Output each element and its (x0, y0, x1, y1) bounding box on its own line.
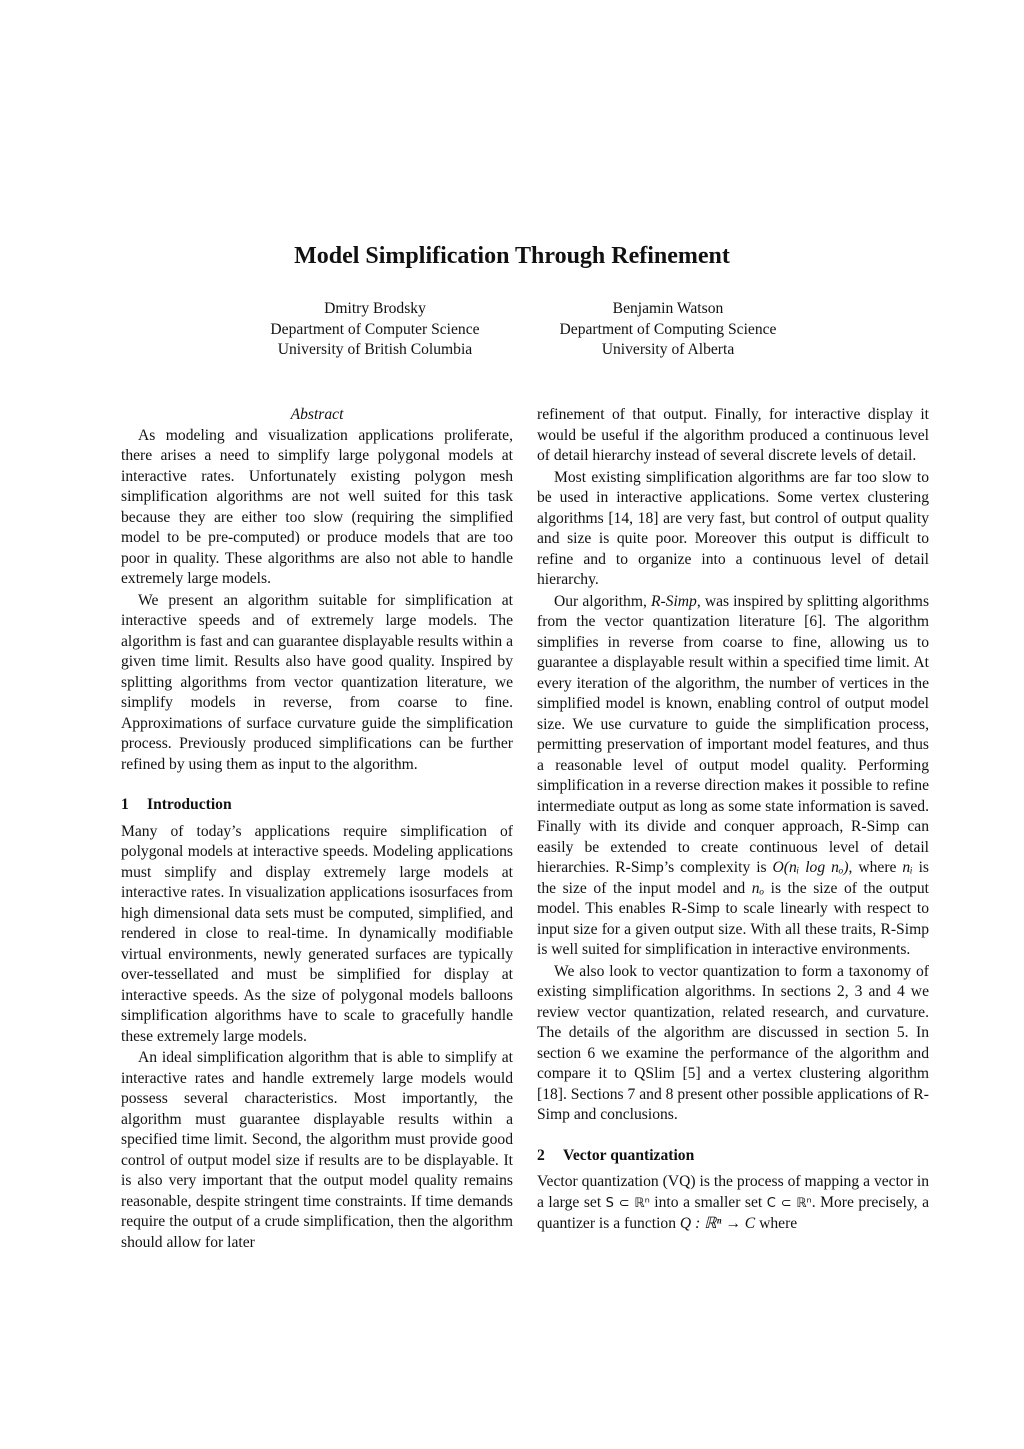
text-run: into a smaller set (649, 1193, 767, 1211)
body-paragraph: An ideal simplification algorithm that is able to simplify at interactive rates and handle extremely large models would possess several characteristics. Most importantly, the algorithm must guarantee displayable results within a specified time limit. Second, the algorithm must provide good control of output model size if results are to be displayable. It is also very important that the output model quality remains reasonable, despite stringent time constraints. If time demands require the output of a crude simplification, then the algorithm should allow for later (121, 1049, 513, 1251)
author-affiliation: University of Alberta (601, 341, 735, 358)
author-block-2 (518, 299, 818, 361)
section-number: 2 (537, 1146, 545, 1164)
body-paragraph-rsimp (537, 592, 929, 961)
author-department: Department of Computer Science (270, 320, 480, 338)
algorithm-name: R-Simp (650, 592, 697, 610)
text-run: , was inspired by splitting algorithms from the vector quantization literature [6]. The algorithm simplifies in reverse from coarse to fine, allowing us to guarantee a displayable result within a specified time limit. At every iteration of the algorithm, the number of vertices in the simplified model is known, enabling control of output model size. We use curvature to guide the simplification process, permitting preservation of important model features, and thus a reasonable level of output model quality. Performing simplification in a reverse direction makes it possible to refine intermediate output as long as some state information is saved. Finally with its divide and conquer approach, R-Simp can easily be extended to create continuous level of detail hierarchies. R-Simp’s complexity is (537, 592, 930, 876)
author-name: Benjamin Watson (612, 300, 724, 317)
body-paragraph: Most existing simplification algorithms are far too slow to be used in interactive applications. Some vertex clustering algorithms [14, 18] are very fast, but control of output quality and size is quite poor. Moreover this output is difficult to refine and to organize into a continuous level of detail hierarchy. (537, 468, 929, 588)
body-paragraph-continuation: refinement of that output. Finally, for interactive display it would be useful if the algorithm produced a continuous level of detail hierarchy instead of several discrete levels of detail. (537, 406, 929, 464)
math-set-s: S ⊂ ℝⁿ (605, 1195, 650, 1211)
abstract-paragraph: As modeling and visualization applications proliferate, there arises a need to simplify large polygonal models at interactive rates. Unfortunately existing polygon mesh simplification algorithms are not well suited for this task because they are either too slow (requiring the simplified model to be pre-computed) or produce models that are too poor in quality. These algorithms are also not able to handle extremely large models. (121, 426, 513, 587)
text-run: . More precisely, a quantizer is a function (537, 1193, 930, 1232)
abstract-heading: Abstract (290, 406, 344, 423)
body-paragraph: We also look to vector quantization to form a taxonomy of existing simplification algorithms. In sections 2, 3 and 4 we review vector quantization, related research, and curvature. The details of the algorithm are discussed in section 5. In section 6 we examine the performance of the algorithm and compare it to QSlim [5] and a vertex clustering algorithm [18]. Sections 7 and 8 present other possible applications of R-Simp and conclusions. (537, 962, 929, 1123)
text-run: Our algorithm, (554, 592, 651, 610)
complexity-formula: O(nᵢ log nₒ) (772, 859, 849, 876)
text-run: is the size of the output model. This enables R-Simp to scale linearly with respect to input size for a given output size. With all these traits, R-Simp is well suited for simplification in interactive environments. (537, 879, 929, 958)
abstract-paragraph: We present an algorithm suitable for simplification at interactive speeds and of extremely large models. The algorithm is fast and can guarantee displayable results within a given time limit. Results also have good quality. Inspired by splitting algorithms from vector quantization literature, we simplify models in reverse, from coarse to fine. Approximations of surface curvature guide the simplification process. Previously produced simplifications can be further refined by using them as input to the algorithm. (121, 591, 513, 773)
section-title: Vector quantization (563, 1146, 695, 1164)
author-name: Dmitry Brodsky (324, 300, 426, 317)
paper-title: Model Simplification Through Refinement (294, 243, 730, 269)
author-block-1 (225, 299, 525, 361)
author-affiliation: University of British Columbia (277, 341, 473, 358)
body-paragraph-vq (537, 1172, 929, 1235)
math-quantizer: Q : ℝⁿ → C (679, 1215, 756, 1232)
right-column (537, 405, 929, 1236)
text-run: where (755, 1215, 798, 1232)
section-heading-introduction (121, 795, 513, 816)
math-no: nₒ (751, 879, 765, 897)
section-title: Introduction (147, 796, 232, 813)
text-run: , where (848, 859, 903, 876)
left-column (121, 405, 513, 1254)
author-department: Department of Computing Science (559, 320, 777, 338)
math-set-c: C ⊂ ℝⁿ (766, 1195, 812, 1211)
math-ni: nᵢ (902, 859, 913, 876)
text-run: Vector quantization (VQ) is the process of mapping a vector in a large set (537, 1173, 929, 1211)
body-paragraph: Many of today’s applications require simplification of polygonal models at interactive speeds. Modeling applications must simplify and display extremely large models at interactive rates. In visualization applications isosurfaces from high dimensional data sets must be computed, simplified, and rendered in close to real-time. In dynamically modifiable virtual environments, newly generated surfaces are typically over-tessellated and must be simplified for display at interactive speeds. As the size of polygonal models balloons simplification algorithms have to scale to gracefully handle these extremely large models. (121, 822, 513, 1045)
section-number: 1 (121, 796, 129, 813)
text-run: is the size of the input model and (537, 859, 929, 897)
section-heading-vector-quantization (537, 1146, 929, 1167)
